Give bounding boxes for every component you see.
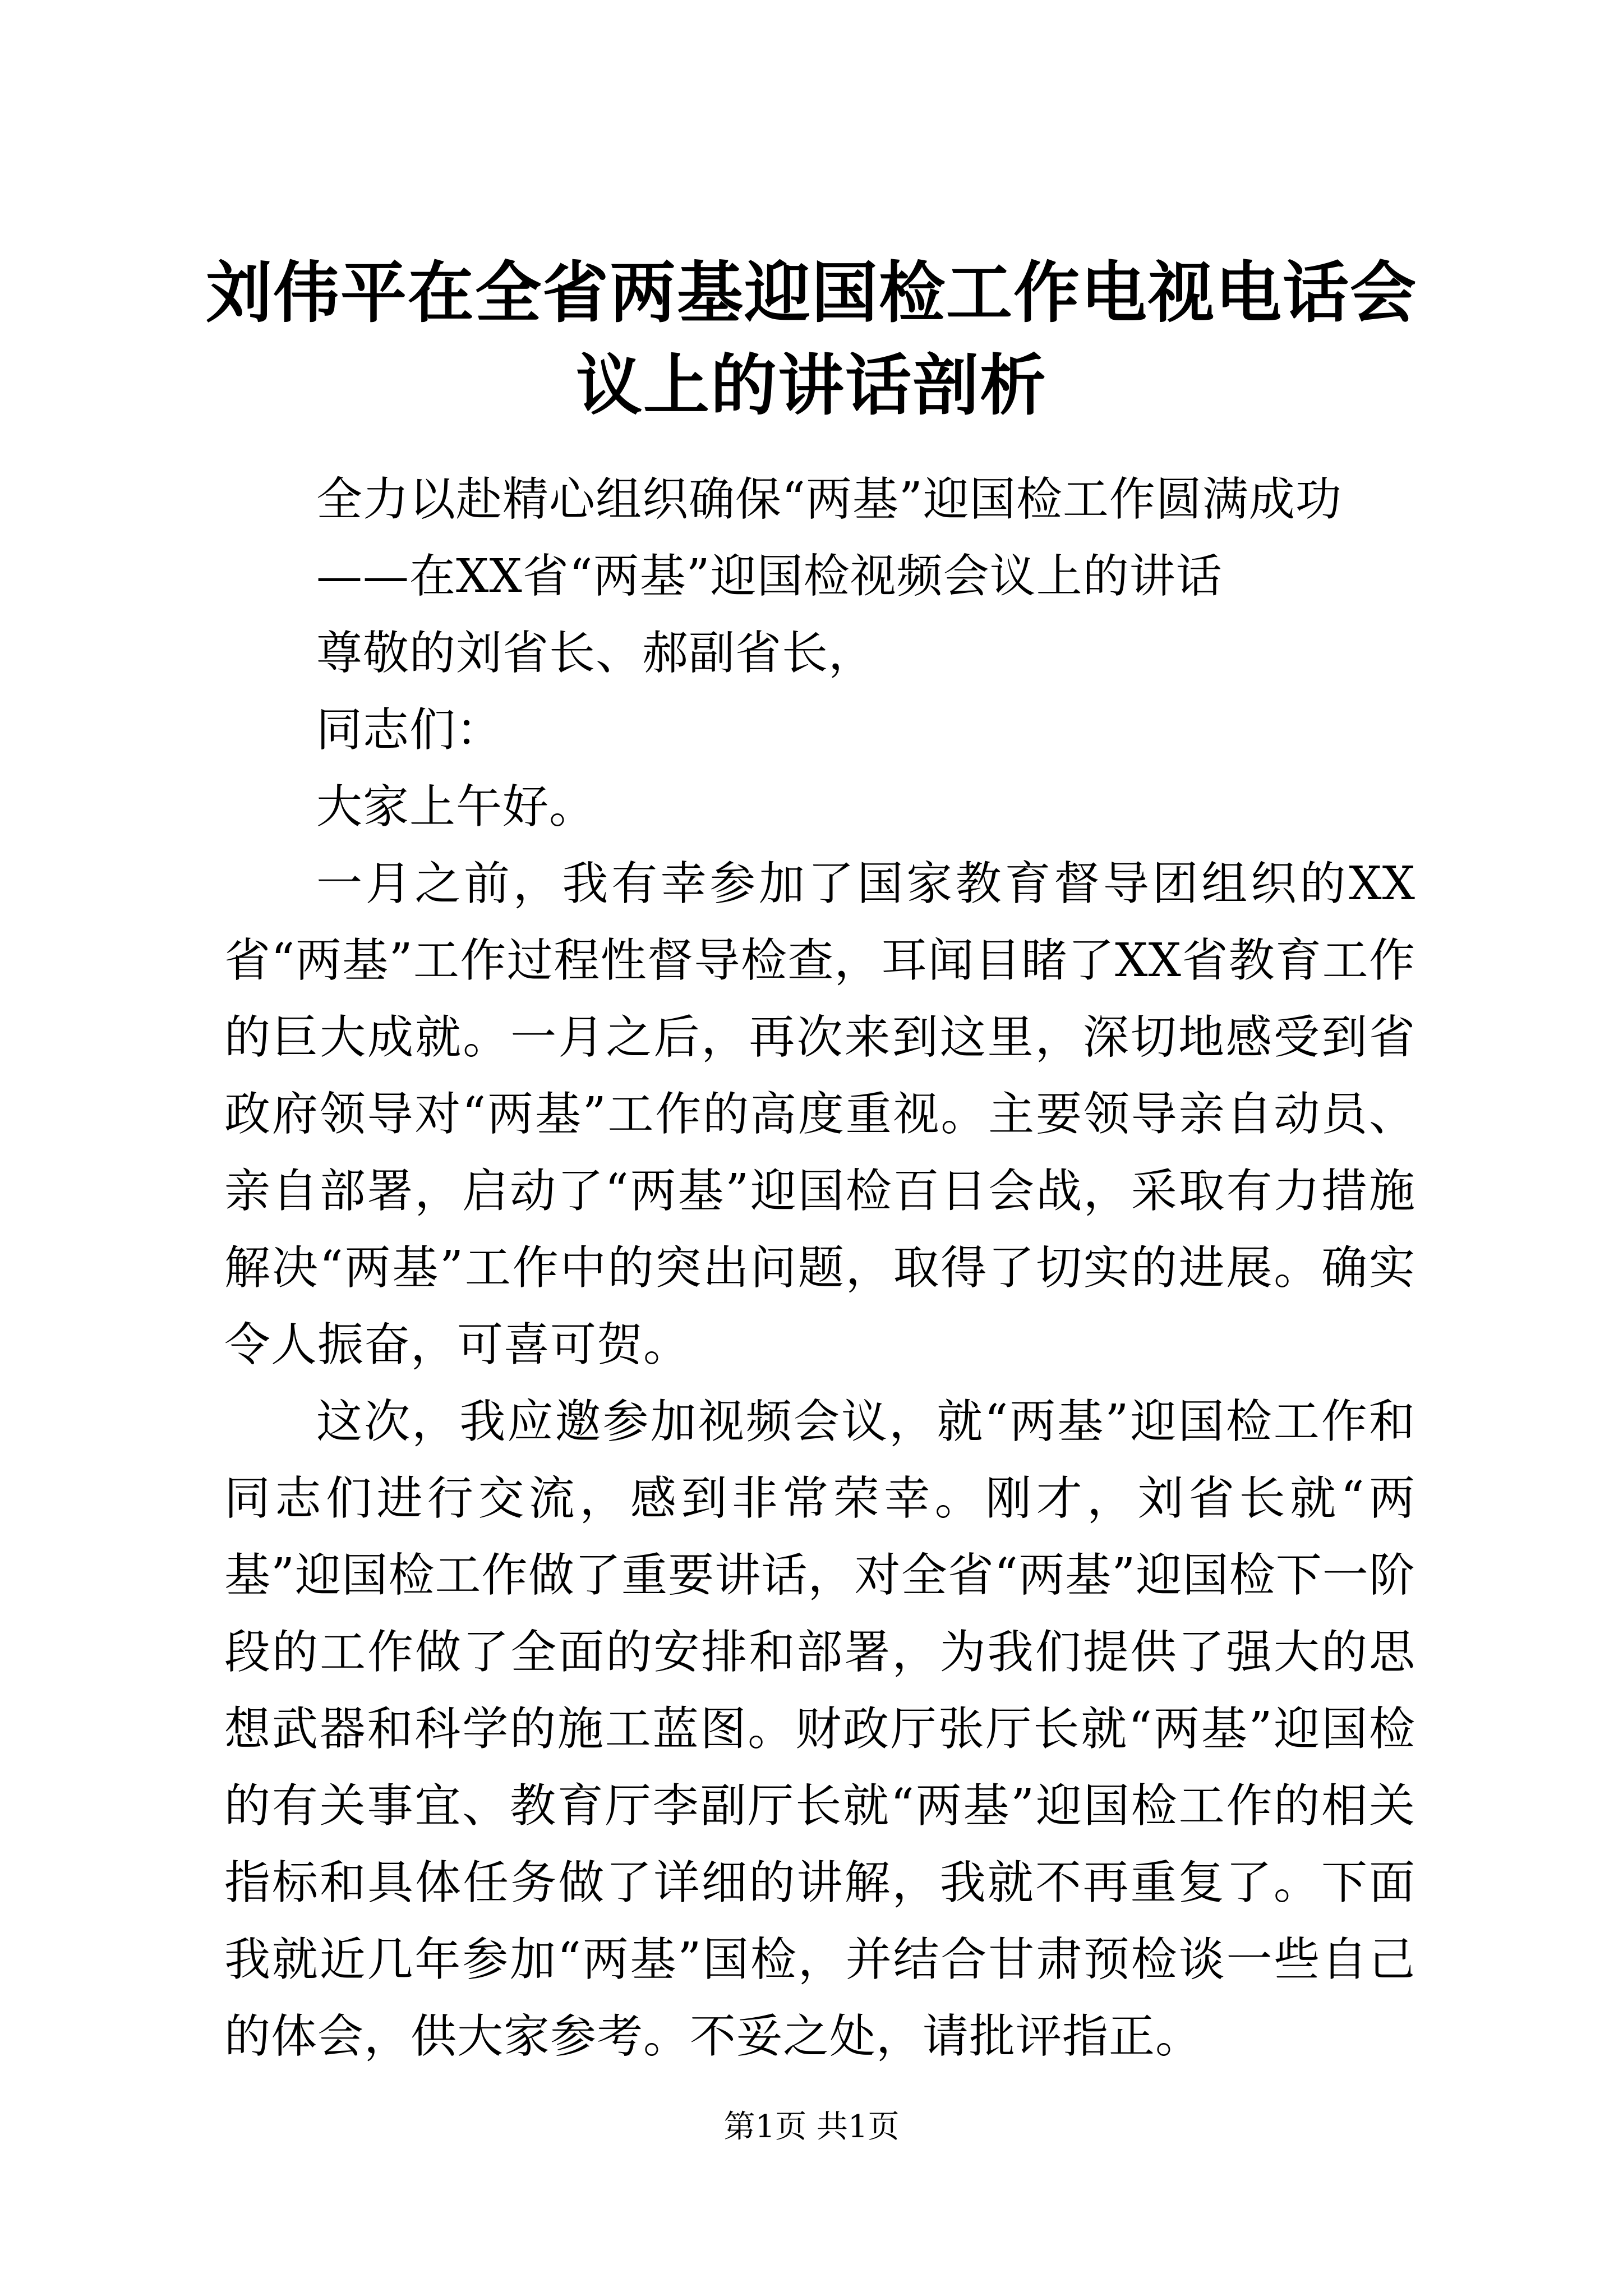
salutation-1: 尊敬的刘省长、郝副省长，: [316, 627, 875, 680]
page-footer: 第1页 共1页: [723, 2109, 900, 2145]
paragraph-1: 一月之前，我有幸参加了国家教育督导团组织的XX省“两基”工作过程性督导检查，耳闻目睹了XX省教育工作的巨大成就。一月之后，再次来到这里，深切地感受到省政府领导对“两基”工作的高度重视。主要领导亲自动员、亲自部署，启动了“两基”迎国检百日会战，采取有力措施解决“两基”工作中的突出问题，取得了切实的进展。确实令人振奋，可喜可贺。: [224, 857, 1415, 1372]
greeting: 大家上午好。: [316, 780, 596, 834]
subtitle-line-2: ——在XX省“两基”迎国检视频会议上的讲话: [316, 550, 1223, 603]
document-body: [224, 461, 1415, 2075]
paragraph-2: 这次，我应邀参加视频会议，就“两基”迎国检工作和同志们进行交流，感到非常荣幸。刚才，刘省长就“两基”迎国检工作做了重要讲话，对全省“两基”迎国检下一阶段的工作做了全面的安排和部署，为我们提供了强大的思想武器和科学的施工蓝图。财政厅张厅长就“两基”迎国检的有关事宜、教育厅李副厅长就“两基”迎国检工作的相关指标和具体任务做了详细的讲解，我就不再重复了。下面我就近几年参加“两基”国检，并结合甘肃预检谈一些自己的体会，供大家参考。不妥之处，请批评指正。: [224, 1395, 1415, 2063]
subtitle-line-1: 全力以赴精心组织确保“两基”迎国检工作圆满成功: [316, 473, 1342, 526]
salutation-2: 同志们：: [316, 703, 503, 757]
document-title: 刘伟平在全省两基迎国检工作电视电话会议上的讲话剖析: [205, 254, 1417, 425]
